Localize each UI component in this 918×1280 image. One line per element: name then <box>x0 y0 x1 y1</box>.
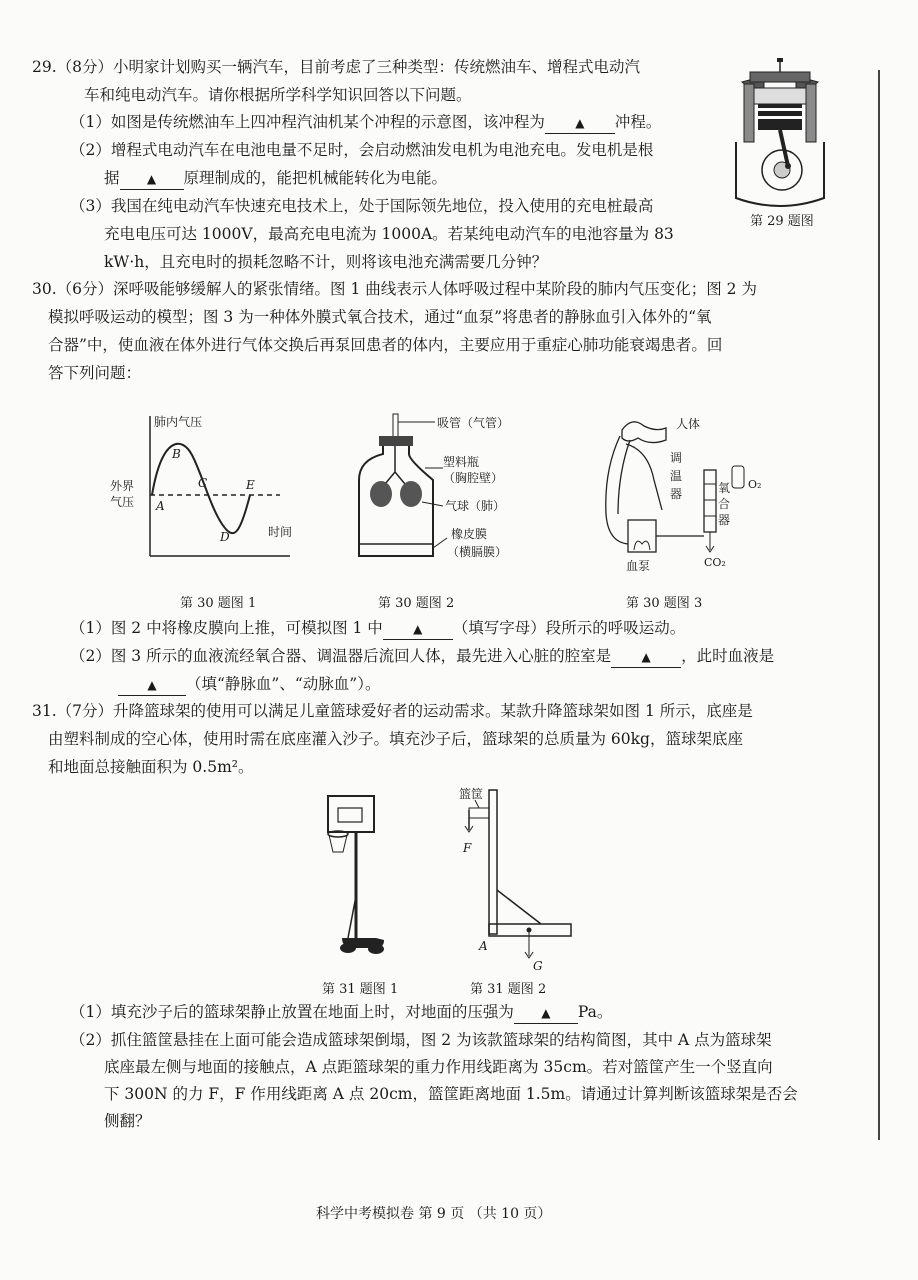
thermo-char-2: 温 <box>670 469 683 483</box>
oxy-char-2: 合 <box>718 497 731 511</box>
q31-part2-line4: 侧翻？ <box>104 1112 151 1130</box>
answer-blank[interactable]: ▲ <box>120 168 184 190</box>
structure-diagram <box>445 786 585 976</box>
q31-head: 31.（7分）升降篮球架的使用可以满足儿童篮球爱好者的运动需求。某款升降篮球架如图 1 所示，底座是 <box>32 702 753 720</box>
gravity-g-label: G <box>533 959 543 973</box>
thermo-char-1: 调 <box>670 451 683 465</box>
oxy-char-1: 氧 <box>718 481 731 495</box>
force-f-label: F <box>463 841 472 855</box>
q30-line2: 模拟呼吸运动的模型；图 3 为一种体外膜式氧合技术，通过“血泵”将患者的静脉血引入体外的“氧 <box>48 308 712 326</box>
hoop-label: 篮筐 <box>459 787 484 801</box>
q29-head: 29.（8分）小明家计划购买一辆汽车，目前考虑了三种类型：传统燃油车、增程式电动汽 <box>32 58 641 76</box>
q31-fig2-caption: 第 31 题图 2 <box>470 982 547 997</box>
q29-part2-line1: （2）增程式电动汽车在电池电量不足时，会启动燃油发电机为电池充电。发电机是根 <box>70 141 654 159</box>
point-b: B <box>172 447 181 461</box>
answer-blank[interactable]: ▲ <box>545 112 615 134</box>
q30-fig1-caption: 第 30 题图 1 <box>180 596 257 611</box>
point-a: A <box>156 499 165 513</box>
membrane-label-1: 橡皮膜 <box>451 527 488 541</box>
ecmo-diagram <box>592 410 772 574</box>
answer-blank[interactable]: ▲ <box>118 674 186 696</box>
q29-fig-caption: 第 29 题图 <box>750 214 814 229</box>
tube-label: 吸管（气管） <box>437 416 510 430</box>
engine-diagram <box>736 58 836 210</box>
point-d: D <box>220 530 230 544</box>
answer-blank[interactable]: ▲ <box>611 646 681 668</box>
q29-line2: 车和纯电动汽车。请你根据所学科学知识回答以下问题。 <box>84 86 472 104</box>
q31-line2: 由塑料制成的空心体，使用时需在底座灌入沙子。填充沙子后，篮球架的总质量为 60kg，篮球架底座 <box>48 730 743 748</box>
pressure-curve-chart <box>110 406 300 566</box>
q30-part1: （1）图 2 中将橡皮膜向上推，可模拟图 1 中 ▲ （填写字母）段所示的呼吸运动。 <box>70 618 685 640</box>
q31-part2-line1: （2）抓住篮筐悬挂在上面可能会造成篮球架倒塌，图 2 为该款篮球架的结构简图，其中 A 点为篮球架 <box>70 1031 772 1049</box>
balloon-label: 气球（肺） <box>445 499 506 513</box>
y-axis-label: 肺内气压 <box>154 415 203 429</box>
q30-part2-line2: ▲ （填“静脉血”、“动脉血”）。 <box>118 674 380 696</box>
q30-part2-line1: （2）图 3 所示的血液流经氧合器、调温器后流回人体，最先进入心脏的腔室是 ▲ ，此时血液是 <box>70 646 774 668</box>
q31-part2-line3: 下 300N 的力 F，F 作用线距离 A 点 20cm，篮筐距离地面 1.5m。请通过计算判断该篮球架是否会 <box>104 1085 798 1103</box>
q30-head: 30.（6分）深呼吸能够缓解人的紧张情绪。图 1 曲线表示人体呼吸过程中某阶段的肺内气压变化；图 2 为 <box>32 280 757 298</box>
ext-pressure-label-2: 气压 <box>110 495 135 509</box>
point-c: C <box>198 476 208 490</box>
q29-part1: （1）如图是传统燃油车上四冲程汽油机某个冲程的示意图，该冲程为 ▲ 冲程。 <box>70 112 661 134</box>
q31-part2-line2: 底座最左侧与地面的接触点，A 点距篮球架的重力作用线距离为 35cm。若对篮筐产生一个竖直向 <box>104 1058 773 1076</box>
pump-label: 血泵 <box>626 559 651 573</box>
q30-line3: 合器”中，使血液在体外进行气体交换后再泵回患者的体内，主要应用于重症心肺功能衰竭患者。回 <box>48 336 723 354</box>
q31-part1: （1）填充沙子后的篮球架静止放置在地面上时，对地面的压强为 ▲ Pa。 <box>70 1002 612 1024</box>
q29-part3-line1: （3）我国在纯电动汽车快速充电技术上，处于国际领先地位，投入使用的充电桩最高 <box>70 197 654 215</box>
oxy-char-3: 器 <box>718 513 731 527</box>
thermo-char-3: 器 <box>670 487 683 501</box>
membrane-label-2: （横膈膜） <box>447 545 508 559</box>
ext-pressure-label-1: 外界 <box>110 479 135 493</box>
q29-part3-line2: 充电电压可达 1000V，最高充电电流为 1000A。若某纯电动汽车的电池容量为 83 <box>104 225 674 243</box>
human-label: 人体 <box>676 417 701 431</box>
q30-fig3-caption: 第 30 题图 3 <box>626 596 703 611</box>
q30-fig2-caption: 第 30 题图 2 <box>378 596 455 611</box>
o2-label: O₂ <box>748 478 762 491</box>
point-a-label: A <box>479 939 488 953</box>
bell-jar-model <box>355 410 555 570</box>
point-e: E <box>246 478 255 492</box>
q29-part3-line3: kW·h，且充电时的损耗忽略不计，则将该电池充满需要几分钟？ <box>104 253 548 271</box>
q29-part2-line2: 据 ▲ 原理制成的，能把机械能转化为电能。 <box>104 168 447 190</box>
bottle-label-1: 塑料瓶 <box>443 455 480 469</box>
co2-label: CO₂ <box>704 556 726 569</box>
answer-blank[interactable]: ▲ <box>383 618 453 640</box>
margin-line <box>878 70 880 1140</box>
q30-line4: 答下列问题： <box>48 364 142 382</box>
basketball-stand-drawing <box>318 788 408 964</box>
x-axis-label: 时间 <box>268 525 293 539</box>
page-footer: 科学中考模拟卷 第 9 页 （共 10 页） <box>316 1206 552 1222</box>
q31-fig1-caption: 第 31 题图 1 <box>322 982 399 997</box>
answer-blank[interactable]: ▲ <box>514 1002 578 1024</box>
q31-line3: 和地面总接触面积为 0.5m²。 <box>48 758 254 776</box>
bottle-label-2: （胸腔壁） <box>443 471 504 485</box>
